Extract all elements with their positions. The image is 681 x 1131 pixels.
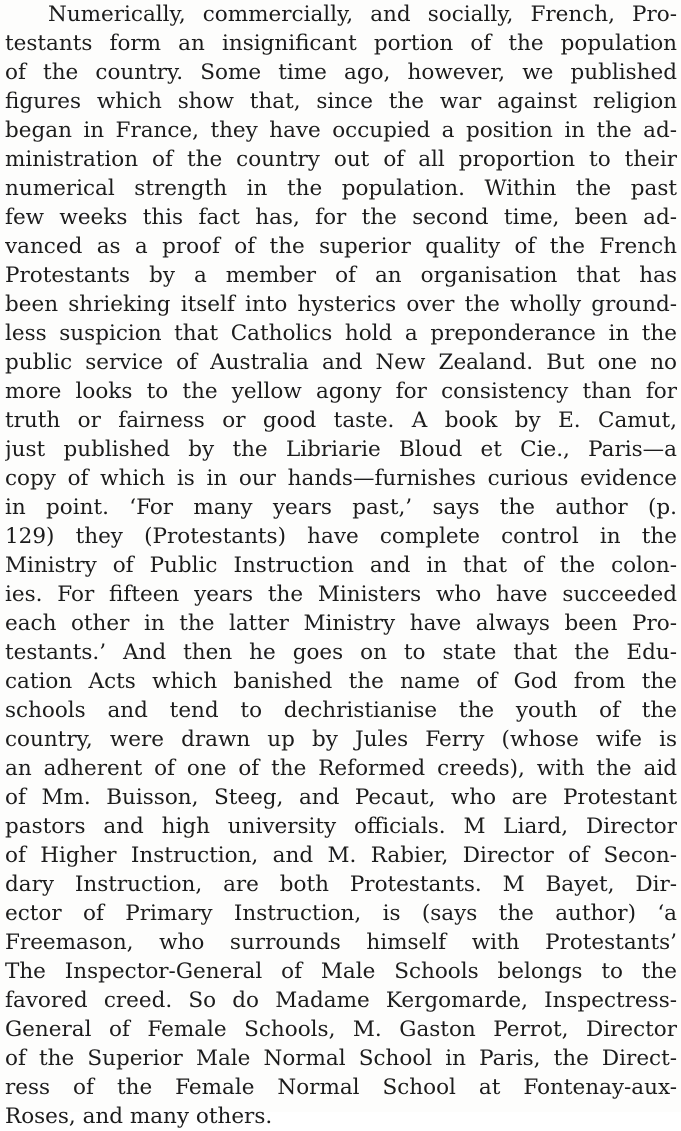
text-line: few weeks this fact has, for the second time, been ad-	[5, 205, 677, 230]
text-line: vanced as a proof of the superior quality of the French	[5, 234, 677, 259]
text-line: less suspicion that Catholics hold a preponderance in the	[5, 321, 677, 346]
text-line: public service of Australia and New Zealand. But one no	[5, 350, 677, 375]
text-line: Roses, and many others.	[5, 1104, 273, 1129]
text-line: General of Female Schools, M. Gaston Perrot, Director	[5, 1017, 677, 1042]
text-line: testants.’ And then he goes on to state that the Edu-	[5, 640, 677, 665]
text-line: numerical strength in the population. Within the past	[5, 176, 677, 201]
text-line: Protestants by a member of an organisation that has	[5, 263, 677, 288]
text-line: ress of the Female Normal School at Fontenay-aux-	[5, 1075, 677, 1100]
text-line: schools and tend to dechristianise the youth of the	[5, 698, 677, 723]
text-line: an adherent of one of the Reformed creeds), with the aid	[5, 756, 677, 781]
text-line: each other in the latter Ministry have always been Pro-	[5, 611, 677, 636]
text-line: of Mm. Buisson, Steeg, and Pecaut, who are Protestant	[5, 785, 677, 810]
text-line: Numerically, commercially, and socially, French, Pro-	[48, 2, 677, 27]
text-line: truth or fairness or good taste. A book by E. Camut,	[5, 408, 677, 433]
text-line: cation Acts which banished the name of God from the	[5, 669, 677, 694]
text-line: Freemason, who surrounds himself with Protestants’	[5, 930, 677, 955]
text-line: just published by the Libriarie Bloud et Cie., Paris—a	[5, 437, 677, 462]
text-line: been shrieking itself into hysterics over the wholly ground-	[5, 292, 677, 317]
text-line: pastors and high university officials. M Liard, Director	[5, 814, 677, 839]
text-line: testants form an insignificant portion of the population	[5, 31, 677, 56]
text-line: of the Superior Male Normal School in Paris, the Direct-	[5, 1046, 677, 1071]
text-line: favored creed. So do Madame Kergomarde, Inspectress-	[5, 988, 677, 1013]
text-line: country, were drawn up by Jules Ferry (whose wife is	[5, 727, 677, 752]
text-line: ector of Primary Instruction, is (says the author) ‘a	[5, 901, 677, 926]
text-line: ministration of the country out of all proportion to their	[5, 147, 677, 172]
text-line: dary Instruction, are both Protestants. M Bayet, Dir-	[5, 872, 677, 897]
text-line: figures which show that, since the war against religion	[5, 89, 677, 114]
text-line: The Inspector-General of Male Schools belongs to the	[5, 959, 677, 984]
text-line: began in France, they have occupied a position in the ad-	[5, 118, 677, 143]
text-line: 129) they (Protestants) have complete control in the	[5, 524, 677, 549]
article-body	[5, 0, 677, 1131]
text-line: copy of which is in our hands—furnishes curious evidence	[5, 466, 677, 491]
text-line: ies. For fifteen years the Ministers who have succeeded	[5, 582, 677, 607]
text-line: more looks to the yellow agony for consistency than for	[5, 379, 677, 404]
text-line: of the country. Some time ago, however, we published	[5, 60, 677, 85]
text-line: of Higher Instruction, and M. Rabier, Director of Secon-	[5, 843, 677, 868]
text-line: in point. ‘For many years past,’ says the author (p.	[5, 495, 677, 520]
text-line: Ministry of Public Instruction and in that of the colon-	[5, 553, 677, 578]
